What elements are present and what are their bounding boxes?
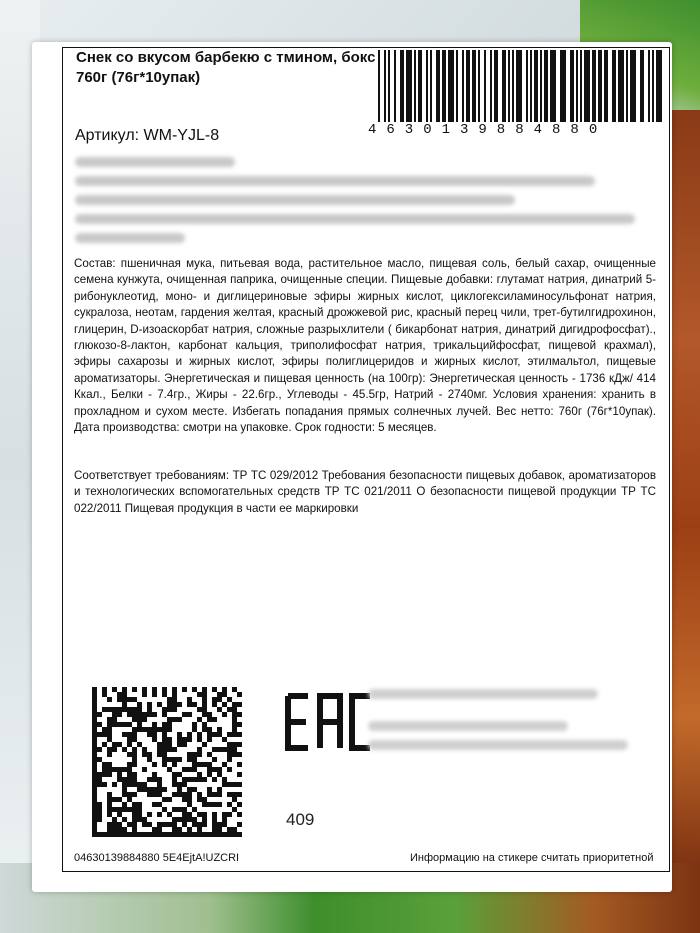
datamatrix-code [92,687,242,837]
article-number: Артикул: WM-YJL-8 [75,127,220,144]
code-number: 409 [286,810,315,829]
blurred-info [75,150,655,252]
compliance-text: Соответствует требованиям: ТР ТС 029/2012 Требования безопасности пищевых добавок, ароматизаторов и технологических вспомогательных средств ТР ТС 021/2011 О безопасности пищевой продукции ТР ТС 022/2011 Пищевая продукция в части ее маркировки [74,469,656,515]
barcode-digits: 4630139884880 [368,122,608,138]
eac-logo [284,692,374,752]
sticker-priority-note: Информацию на стикере считать приоритетной [410,852,654,864]
composition-text: Состав: пшеничная мука, питьевая вода, растительное масло, пищевая соль, белый сахар, очищенные семена кунжута, очищенная паприка, очищенные специи. Пищевые добавки: глутамат натрия, динатрий 5-рибонуклеотид, моно- и диглицериновые эфиры жирных кислот, циклогексиламиносульфонат натрия, сукралоза, неотам, гардения желтая, красный дрожжевой рис, красный перец чили, трет-бутилгидрохинон, глицерин, D-изоаскорбат натрия, сложные разрыхлители ( бикарбонат натрия, динатрий дигидрофосфат)., глюкозо-8-лактон, карбонат кальция, триполифосфат натрия, трикальцийфосфат, пищевой крахмал), эфиры сахарозы и жирных кислот, эфиры полиглицеридов и жирных кислот, этилмальтол, пищевые ароматизаторы. Энергетическая и пищевая ценность (на 100гр): Энергетическая ценность - 1736 кДж/ 414 Ккал., Белки - 7.4гр., Жиры - 22.6гр., Углеводы - 45.5гр, Натрий - 2740мг. Условия хранения: хранить в прохладном и сухом месте. Избегать попадания прямых солнечных лучей. Вес нетто: 760г (76г*10упак). Дата производства: смотри на упаковке. Срок годности: 5 месяцев. [74,257,656,435]
blurred-importer-info [368,682,648,759]
barcode [376,50,666,122]
product-title: Снек со вкусом барбекю с тмином, бокс 760г (76г*10упак) [76,49,376,86]
datamatrix-text: 04630139884880 5E4EjtA!UZCRI [74,852,240,864]
product-sticker [32,42,672,892]
